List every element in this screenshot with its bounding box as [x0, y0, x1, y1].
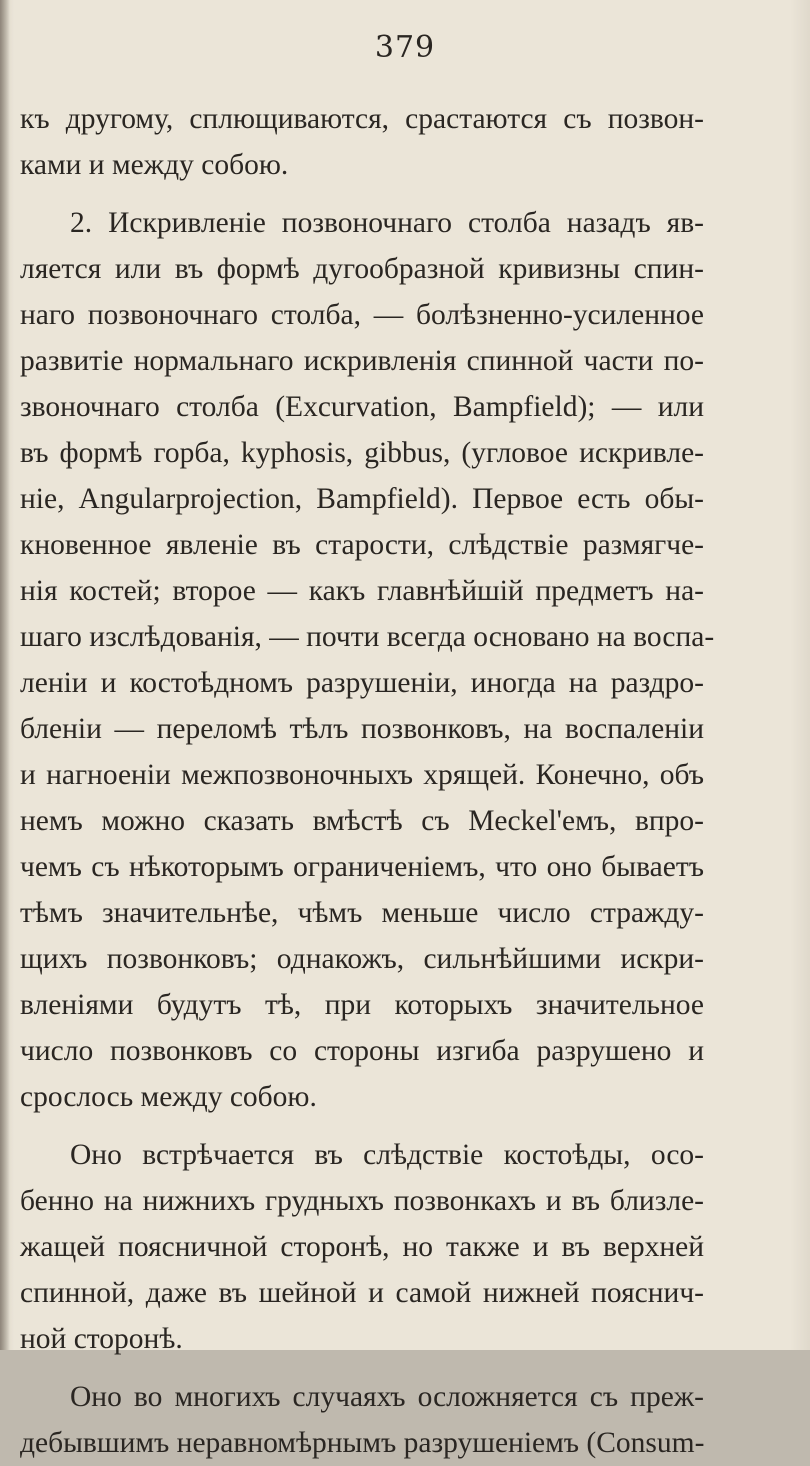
text-line: къ другому, сплющиваются, срастаются съ позвон-	[20, 103, 704, 135]
text-line: нія костей; второе — какъ главнѣйшій предметъ на-	[20, 575, 704, 607]
text-line: кновенное явленіе въ старости, слѣдствіе размягче-	[20, 529, 704, 561]
text-line: бленіи — переломѣ тѣлъ позвонковъ, на воспаленіи	[20, 713, 704, 745]
text-line: развитіе нормальнаго искривленія спинной части по-	[20, 345, 704, 377]
text-line: немъ можно сказать вмѣстѣ съ Meckel'емъ, впро-	[20, 805, 704, 837]
text-line: ніе, Angularprojection, Bampfield). Первое есть обы-	[20, 483, 704, 515]
text-line: леніи и костоѣдномъ разрушеніи, иногда на раздро-	[20, 667, 704, 699]
text-line: 2. Искривленіе позвоночнаго столба назадъ яв-	[70, 207, 704, 239]
text-line: Оно встрѣчается въ слѣдствіе костоѣды, осо-	[70, 1139, 704, 1171]
text-line: спинной, даже въ шейной и самой нижней пояснич-	[20, 1277, 704, 1309]
text-line: ками и между собою.	[20, 149, 289, 181]
paragraph-1	[20, 96, 704, 188]
text-line: ной сторонѣ.	[20, 1323, 183, 1355]
text-line: звоночнаго столба (Excurvation, Bampfield); — или	[20, 391, 704, 423]
text-line: жащей поясничной сторонѣ, но также и въ верхней	[20, 1231, 704, 1263]
text-line: шаго изслѣдованія, — почти всегда основано на воспа-	[20, 621, 715, 653]
paragraph-4	[20, 1374, 704, 1466]
body-text	[20, 96, 715, 1466]
text-line: въ формѣ горба, kyphosis, gibbus, (угловое искривле-	[20, 437, 704, 469]
page-gutter-shadow	[0, 0, 10, 1350]
text-line: чемъ съ нѣкоторымъ ограниченіемъ, что оно бываетъ	[20, 851, 704, 883]
text-line: наго позвоночнаго столба, — болѣзненно-усиленное	[20, 299, 704, 331]
text-line: срослось между собою.	[20, 1081, 317, 1113]
text-line: и нагноеніи межпозвоночныхъ хрящей. Конечно, объ	[20, 759, 704, 791]
paragraph-2	[20, 200, 715, 1120]
text-line: число позвонковъ со стороны изгиба разрушено и	[20, 1035, 704, 1067]
text-line: бенно на нижнихъ грудныхъ позвонкахъ и въ близле-	[20, 1185, 704, 1217]
paragraph-3	[20, 1132, 704, 1362]
text-line: ляется или въ формѣ дугообразной кривизны спин-	[20, 253, 704, 285]
text-line: тѣмъ значительнѣе, чѣмъ меньше число стражду-	[20, 897, 704, 929]
text-line: дебывшимъ неравномѣрнымъ разрушеніемъ (Consum-	[20, 1427, 705, 1459]
text-line: щихъ позвонковъ; однакожъ, сильнѣйшими искри-	[20, 943, 704, 975]
text-line: вленіями будутъ тѣ, при которыхъ значительное	[20, 989, 704, 1021]
text-line: Оно во многихъ случаяхъ осложняется съ преж-	[70, 1381, 704, 1413]
page-number: 379	[374, 30, 436, 65]
